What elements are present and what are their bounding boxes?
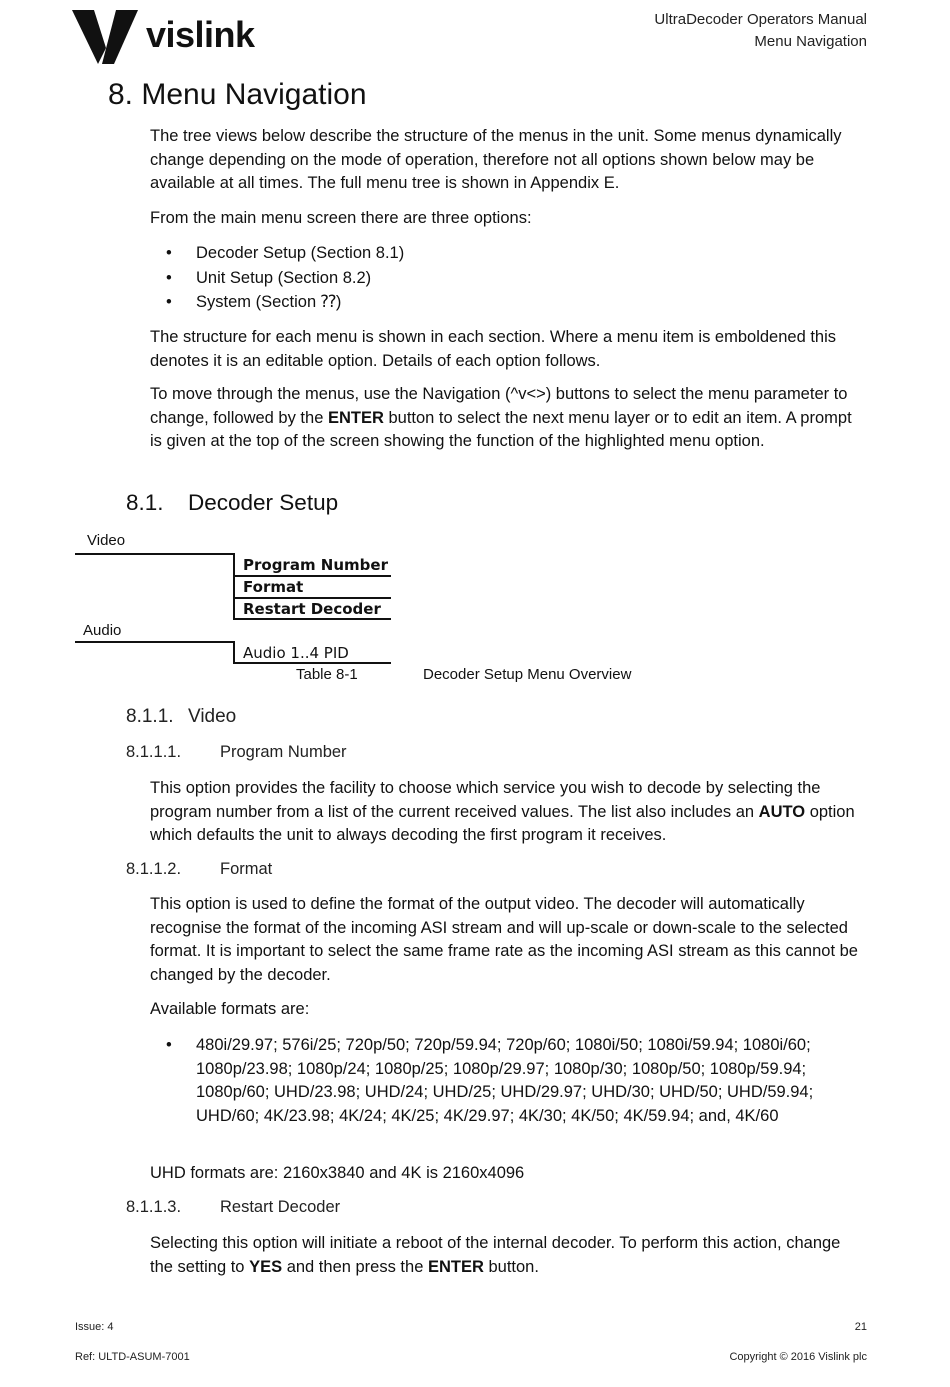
structure-note: The structure for each menu is shown in each section. Where a menu item is emboldened this denotes it is an editable option. Details of each option follows. xyxy=(150,328,837,370)
vislink-logo-mark xyxy=(72,8,142,64)
format-heading: 8.1.1.2. Format xyxy=(126,860,273,878)
tree-item-format: Format xyxy=(243,578,304,596)
restart-decoder-paragraph: Selecting this option will initiate a reboot of the internal decoder. To perform this action, change the setting to YES and then press the ENTER button. xyxy=(150,1234,841,1276)
video-heading: 8.1.1. Video xyxy=(126,706,237,727)
tree-connector xyxy=(233,641,235,663)
bullet-icon: • xyxy=(166,293,172,311)
bullet-icon: • xyxy=(166,244,172,262)
formats-list: 480i/29.97; 576i/25; 720p/50; 720p/59.94; 720p/60; 1080i/50; 1080i/59.94; 1080i/60; 1080p/23.98; 1080p/24; 1080p/25; 1080p/29.97; 1080p/30; 1080p/50; 1080p/59.94; 1080p/60; UHD/23.98; UHD/24; UHD/25; UHD/29.97; UHD/30; UHD/50; UHD/59.94; UHD/60; 4K/23.98; 4K/24; 4K/25; 4K/29.97; 4K/30; 4K/50; 4K/59.94; and, 4K/60 xyxy=(196,1036,814,1125)
tree-connector xyxy=(233,618,391,620)
option-item: System (Section ⁇) xyxy=(196,293,342,311)
tree-connector xyxy=(233,597,391,599)
table-caption-text: Decoder Setup Menu Overview xyxy=(423,666,632,683)
decoder-setup-heading: 8.1. Decoder Setup xyxy=(126,490,339,515)
tree-item-restart-decoder: Restart Decoder xyxy=(243,600,381,618)
tree-connector xyxy=(75,553,235,555)
tree-connector xyxy=(233,575,391,577)
vislink-logo-text: vislink xyxy=(146,14,255,55)
manual-title: UltraDecoder Operators Manual xyxy=(654,11,867,28)
restart-decoder-heading: 8.1.1.3. Restart Decoder xyxy=(126,1198,341,1216)
available-formats-lead: Available formats are: xyxy=(150,1000,310,1018)
header-section-name: Menu Navigation xyxy=(754,33,867,50)
footer-issue: Issue: 4 xyxy=(75,1321,114,1333)
program-number-paragraph: This option provides the facility to choose which service you wish to decode by selecting the program number from a list of the current received values. The list also includes an AUTO option which defaults the unit to always decoding the first program it receives. xyxy=(150,779,855,844)
bullet-icon: • xyxy=(166,269,172,287)
table-caption-number: Table 8-1 xyxy=(296,666,358,683)
tree-connector xyxy=(75,641,235,643)
footer-copyright: Copyright © 2016 Vislink plc xyxy=(729,1351,867,1363)
tree-connector xyxy=(233,662,391,664)
page-title xyxy=(108,78,367,112)
bullet-icon: • xyxy=(166,1036,172,1054)
footer-page-number: 21 xyxy=(854,1321,867,1333)
tree-video-label: Video xyxy=(87,532,126,549)
section-number: 8. xyxy=(108,78,134,111)
section-title: Menu Navigation xyxy=(141,78,367,111)
tree-connector xyxy=(233,553,235,619)
tree-item-audio-pid: Audio 1..4 PID xyxy=(243,644,349,662)
tree-audio-label: Audio xyxy=(83,622,122,639)
option-item: Decoder Setup (Section 8.1) xyxy=(196,244,405,262)
uhd-note: UHD formats are: 2160x3840 and 4K is 2160x4096 xyxy=(150,1164,525,1182)
tree-item-program-number: Program Number xyxy=(243,556,388,574)
format-paragraph: This option is used to define the format of the output video. The decoder will automatically recognise the format of the incoming ASI stream and will up-scale or down-scale to the selected format. It is important to select the same frame rate as the incoming ASI stream as this cannot be changed by the decoder. xyxy=(150,895,858,984)
option-item: Unit Setup (Section 8.2) xyxy=(196,269,372,287)
options-lead: From the main menu screen there are three options: xyxy=(150,209,532,227)
navigation-paragraph: To move through the menus, use the Navigation (^v<>) buttons to select the menu parameter to change, followed by the ENTER button to select the next menu layer or to edit an item. A prompt is given at the top of the screen showing the function of the highlighted menu option. xyxy=(150,385,852,450)
footer-reference: Ref: ULTD-ASUM-7001 xyxy=(75,1351,190,1363)
intro-paragraph: The tree views below describe the structure of the menus in the unit. Some menus dynamically change depending on the mode of operation, therefore not all options shown below may be available at all times. The full menu tree is shown in Appendix E. xyxy=(150,127,842,192)
program-number-heading: 8.1.1.1. Program Number xyxy=(126,743,347,761)
